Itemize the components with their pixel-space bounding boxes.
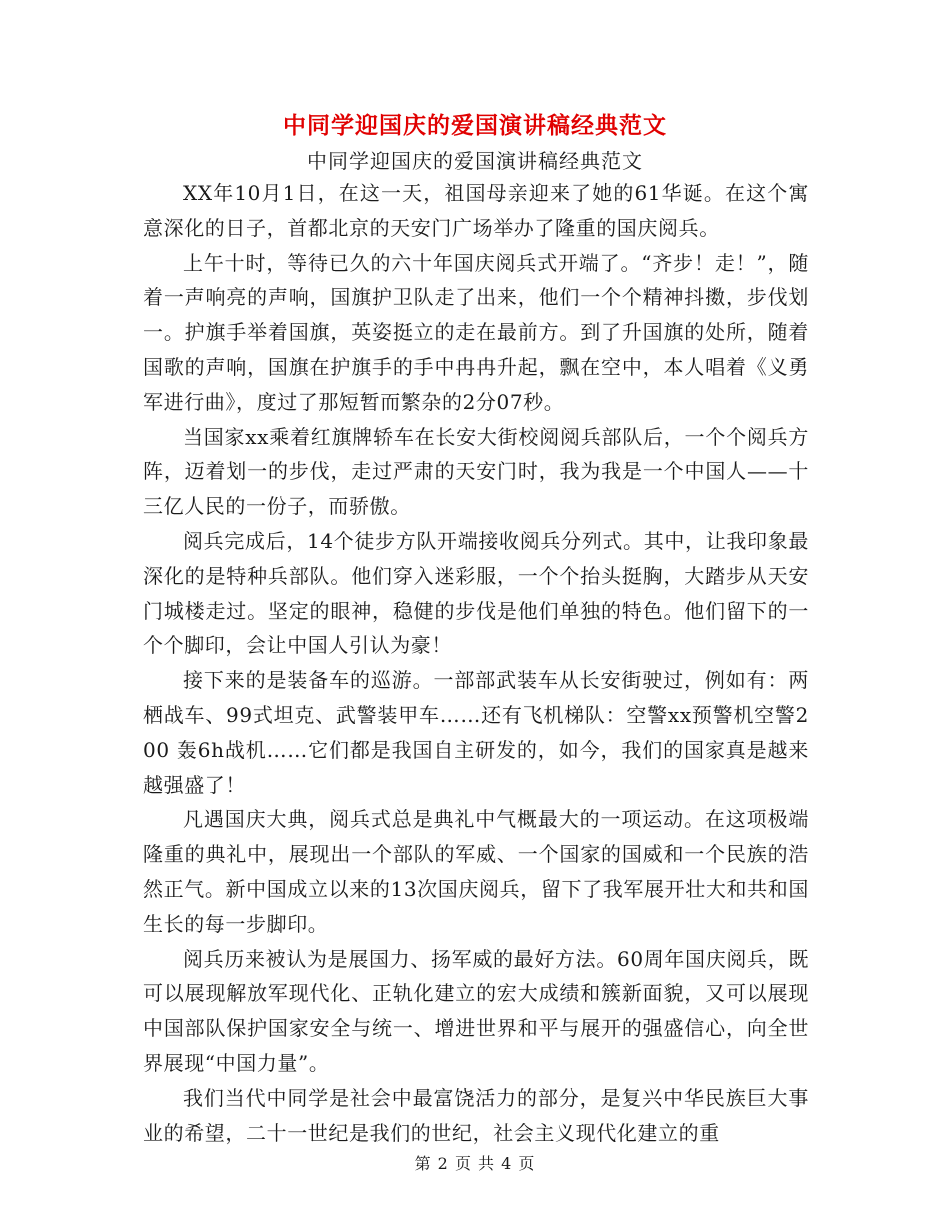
paragraph: 当国家xx乘着红旗牌轿车在长安大街校阅阅兵部队后，一个个阅兵方阵，迈着划一的步伐，走过严肃的天安门时，我为我是一个中国人——十三亿人民的一份子，而骄傲。 <box>143 424 809 519</box>
paragraph: 阅兵历来被认为是展国力、扬军威的最好方法。60周年国庆阅兵，既可以展现解放军现代化、正轨化建立的宏大成绩和簇新面貌，又可以展现中国部队保护国家安全与统一、增进世界和平与展开的强盛信心，向全世界展现“中国力量”。 <box>143 946 809 1075</box>
paragraph: 上午十时，等待已久的六十年国庆阅兵式开端了。“齐步！走！”，随着一声响亮的声响，国旗护卫队走了出来，他们一个个精神抖擞，步伐划一。护旗手举着国旗，英姿挺立的走在最前方。到了升国旗的处所，随着国歌的声响，国旗在护旗手的手中冉冉升起，飘在空中，本人唱着《义勇军进行曲》，度过了那短暂而繁杂的2分07秒。 <box>143 250 809 414</box>
document-subtitle: 中同学迎国庆的爱国演讲稿经典范文 <box>307 149 643 173</box>
paragraph: XX年10月1日，在这一天，祖国母亲迎来了她的61华诞。在这个寓意深化的日子，首都北京的天安门广场举办了隆重的国庆阅兵。 <box>143 181 809 240</box>
document-body <box>143 176 809 1150</box>
paragraph: 阅兵完成后，14个徒步方队开端接收阅兵分列式。其中，让我印象最深化的是特种兵部队。他们穿入迷彩服，一个个抬头挺胸，大踏步从天安门城楼走过。坚定的眼神，稳健的步伐是他们单独的特色。他们留下的一个个脚印，会让中国人引认为豪！ <box>143 528 809 658</box>
paragraph: 我们当代中同学是社会中最富饶活力的部分，是复兴中华民族巨大事业的希望，二十一世纪是我们的世纪，社会主义现代化建立的重 <box>143 1085 809 1145</box>
document-title: 中同学迎国庆的爱国演讲稿经典范文 <box>283 112 667 139</box>
paragraph: 凡遇国庆大典，阅兵式总是典礼中气概最大的一项运动。在这项极端隆重的典礼中，展现出一个部队的军威、一个国家的国威和一个民族的浩然正气。新中国成立以来的13次国庆阅兵，留下了我军展开壮大和共和国生长的每一步脚印。 <box>143 807 809 936</box>
paragraph: 接下来的是装备车的巡游。一部部武装车从长安街驶过，例如有：两栖战车、99式坦克、武警装甲车……还有飞机梯队：空警xx预警机空警200 轰6h战机……它们都是我国自主研发的，如今，我们的国家真是越来越强盛了！ <box>143 668 809 797</box>
page-footer: 第 2 页 共 4 页 <box>414 1154 536 1173</box>
